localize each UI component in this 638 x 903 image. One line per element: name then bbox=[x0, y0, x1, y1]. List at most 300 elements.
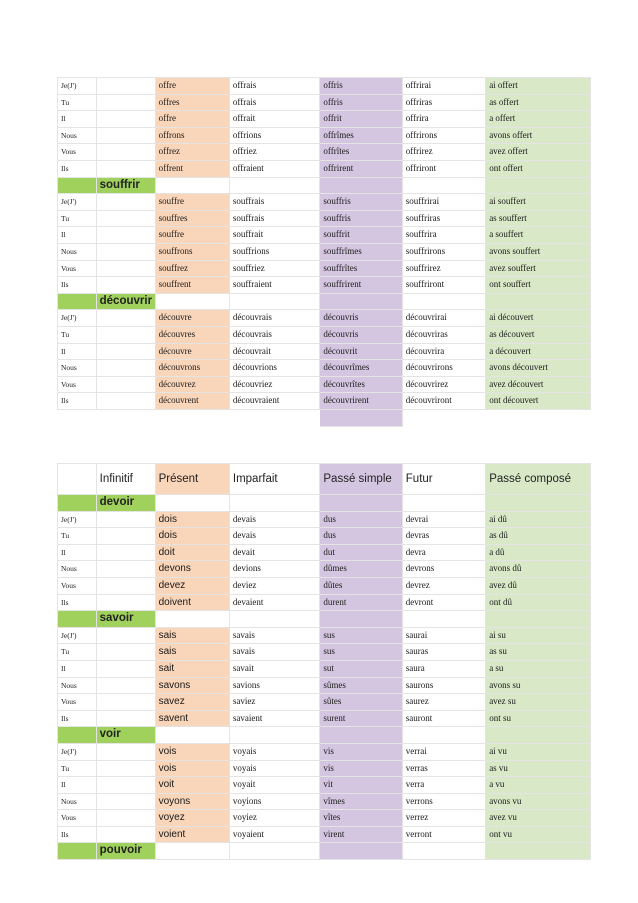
imparfait-cell: savaient bbox=[229, 710, 320, 727]
pronoun: Ils bbox=[58, 160, 97, 177]
passe-simple-cell: dûmes bbox=[320, 561, 402, 578]
passe-compose-cell: as souffert bbox=[486, 210, 591, 227]
present-cell: sais bbox=[155, 644, 229, 661]
conjugation-row bbox=[58, 393, 591, 410]
pronoun: Ils bbox=[58, 594, 97, 611]
imparfait-blank bbox=[229, 177, 320, 194]
conjugation-row bbox=[58, 376, 591, 393]
imparfait-cell: offrait bbox=[229, 111, 320, 128]
infinitive-blank bbox=[96, 393, 155, 410]
pronoun: Ils bbox=[58, 277, 97, 294]
pronoun: Vous bbox=[58, 260, 97, 277]
conjugation-row bbox=[58, 277, 591, 294]
conjugation-row bbox=[58, 528, 591, 545]
pronoun: Je(J') bbox=[58, 78, 97, 95]
passe-simple-cell: sus bbox=[320, 627, 402, 644]
pronoun: Il bbox=[58, 544, 97, 561]
imparfait-blank bbox=[229, 293, 320, 310]
passe-compose-cell: as dû bbox=[486, 528, 591, 545]
present-cell: offres bbox=[155, 94, 229, 111]
verb-row bbox=[58, 727, 591, 744]
passe-compose-cell: avez découvert bbox=[486, 376, 591, 393]
passe-simple-cell: découvrirent bbox=[320, 393, 402, 410]
conjugation-row bbox=[58, 594, 591, 611]
conjugation-row bbox=[58, 561, 591, 578]
imparfait-cell: offrais bbox=[229, 94, 320, 111]
trailing-blank bbox=[320, 409, 402, 426]
header-present: Présent bbox=[155, 464, 229, 495]
imparfait-cell: souffrions bbox=[229, 243, 320, 260]
imparfait-cell: découvrait bbox=[229, 343, 320, 360]
pronoun: Je(J') bbox=[58, 511, 97, 528]
passe-compose-cell: avons su bbox=[486, 677, 591, 694]
conjugation-row bbox=[58, 94, 591, 111]
passe-simple-cell: surent bbox=[320, 710, 402, 727]
passe-simple-cell: offris bbox=[320, 94, 402, 111]
passe-simple-cell: souffrîmes bbox=[320, 243, 402, 260]
imparfait-cell: offrions bbox=[229, 127, 320, 144]
conjugation-row bbox=[58, 227, 591, 244]
pronoun: Nous bbox=[58, 127, 97, 144]
futur-blank bbox=[402, 611, 485, 628]
passe-compose-cell: ai dû bbox=[486, 511, 591, 528]
infinitive-blank bbox=[96, 627, 155, 644]
passe-compose-cell: ont découvert bbox=[486, 393, 591, 410]
passe-simple-cell: offrîmes bbox=[320, 127, 402, 144]
present-cell: dois bbox=[155, 528, 229, 545]
conjugation-row bbox=[58, 160, 591, 177]
infinitive-blank bbox=[96, 677, 155, 694]
passe-simple-cell: vis bbox=[320, 743, 402, 760]
futur-cell: devrons bbox=[402, 561, 485, 578]
infinitive-blank bbox=[96, 326, 155, 343]
passe-simple-cell: souffris bbox=[320, 194, 402, 211]
infinitive-blank bbox=[96, 710, 155, 727]
imparfait-cell: voyaient bbox=[229, 826, 320, 843]
verb-row bbox=[58, 611, 591, 628]
present-blank bbox=[155, 843, 229, 860]
passe-simple-cell: durent bbox=[320, 594, 402, 611]
infinitive-blank bbox=[96, 94, 155, 111]
present-blank bbox=[155, 727, 229, 744]
futur-cell: devrez bbox=[402, 577, 485, 594]
futur-cell: sauras bbox=[402, 644, 485, 661]
verb-band bbox=[58, 177, 97, 194]
imparfait-cell: découvrais bbox=[229, 326, 320, 343]
verb-band bbox=[58, 611, 97, 628]
futur-cell: verrons bbox=[402, 793, 485, 810]
futur-cell: découvrirez bbox=[402, 376, 485, 393]
present-cell: voyez bbox=[155, 810, 229, 827]
passe-simple-cell: souffrit bbox=[320, 227, 402, 244]
passe-simple-cell: sut bbox=[320, 660, 402, 677]
conjugation-row bbox=[58, 793, 591, 810]
present-cell: découvre bbox=[155, 310, 229, 327]
present-cell: devez bbox=[155, 577, 229, 594]
infinitive-blank bbox=[96, 227, 155, 244]
conjugation-row bbox=[58, 743, 591, 760]
conjugation-row bbox=[58, 660, 591, 677]
futur-cell: saurons bbox=[402, 677, 485, 694]
imparfait-cell: devions bbox=[229, 561, 320, 578]
pronoun: Vous bbox=[58, 810, 97, 827]
conjugation-row bbox=[58, 511, 591, 528]
present-cell: offre bbox=[155, 111, 229, 128]
passe-simple-cell: vis bbox=[320, 760, 402, 777]
passe-compose-blank bbox=[486, 495, 591, 512]
futur-cell: découvrirai bbox=[402, 310, 485, 327]
imparfait-cell: deviez bbox=[229, 577, 320, 594]
pronoun: Nous bbox=[58, 677, 97, 694]
imparfait-cell: voyions bbox=[229, 793, 320, 810]
futur-blank bbox=[402, 177, 485, 194]
present-blank bbox=[155, 177, 229, 194]
passe-simple-blank bbox=[320, 177, 402, 194]
imparfait-cell: voyiez bbox=[229, 810, 320, 827]
present-cell: doivent bbox=[155, 594, 229, 611]
passe-compose-cell: as vu bbox=[486, 760, 591, 777]
infinitive-blank bbox=[96, 777, 155, 794]
passe-compose-cell: avez vu bbox=[486, 810, 591, 827]
present-cell: souffrez bbox=[155, 260, 229, 277]
imparfait-cell: découvrais bbox=[229, 310, 320, 327]
passe-compose-cell: ai souffert bbox=[486, 194, 591, 211]
verb-row bbox=[58, 495, 591, 512]
infinitive-blank bbox=[96, 743, 155, 760]
imparfait-cell: savais bbox=[229, 644, 320, 661]
futur-cell: offrirons bbox=[402, 127, 485, 144]
header-row bbox=[58, 464, 591, 495]
present-cell: offrent bbox=[155, 160, 229, 177]
futur-cell: saurez bbox=[402, 694, 485, 711]
present-blank bbox=[155, 611, 229, 628]
passe-simple-cell: découvrîtes bbox=[320, 376, 402, 393]
pronoun: Tu bbox=[58, 528, 97, 545]
present-cell: offre bbox=[155, 78, 229, 95]
infinitive-blank bbox=[96, 694, 155, 711]
pronoun: Tu bbox=[58, 760, 97, 777]
passe-compose-cell: ai su bbox=[486, 627, 591, 644]
imparfait-cell: souffrais bbox=[229, 194, 320, 211]
passe-compose-cell: avons dû bbox=[486, 561, 591, 578]
header-passe-compose: Passé composé bbox=[486, 464, 591, 495]
futur-cell: offrirai bbox=[402, 78, 485, 95]
infinitive-blank bbox=[96, 376, 155, 393]
infinitive-blank bbox=[96, 561, 155, 578]
passe-compose-cell: avons découvert bbox=[486, 360, 591, 377]
passe-compose-cell: as offert bbox=[486, 94, 591, 111]
imparfait-cell: savais bbox=[229, 627, 320, 644]
pronoun: Il bbox=[58, 343, 97, 360]
pronoun: Il bbox=[58, 227, 97, 244]
present-cell: souffre bbox=[155, 194, 229, 211]
conjugation-row bbox=[58, 243, 591, 260]
trailing-blank bbox=[155, 409, 229, 426]
trailing-blank bbox=[58, 409, 97, 426]
present-cell: voit bbox=[155, 777, 229, 794]
conjugation-row bbox=[58, 260, 591, 277]
passe-compose-cell: avez souffert bbox=[486, 260, 591, 277]
passe-simple-cell: vit bbox=[320, 777, 402, 794]
infinitive-blank bbox=[96, 660, 155, 677]
present-cell: découvres bbox=[155, 326, 229, 343]
passe-compose-cell: avez offert bbox=[486, 144, 591, 161]
present-blank bbox=[155, 495, 229, 512]
conjugation-row bbox=[58, 826, 591, 843]
futur-blank bbox=[402, 293, 485, 310]
present-cell: découvre bbox=[155, 343, 229, 360]
conjugation-row bbox=[58, 310, 591, 327]
infinitive-blank bbox=[96, 511, 155, 528]
futur-cell: verra bbox=[402, 777, 485, 794]
futur-cell: souffrira bbox=[402, 227, 485, 244]
passe-simple-cell: sûmes bbox=[320, 677, 402, 694]
verb-row bbox=[58, 843, 591, 860]
imparfait-cell: voyais bbox=[229, 743, 320, 760]
pronoun: Vous bbox=[58, 694, 97, 711]
present-cell: découvrent bbox=[155, 393, 229, 410]
pronoun: Nous bbox=[58, 243, 97, 260]
passe-compose-cell: a vu bbox=[486, 777, 591, 794]
present-cell: doit bbox=[155, 544, 229, 561]
infinitive-label: pouvoir bbox=[96, 843, 155, 860]
passe-compose-blank bbox=[486, 611, 591, 628]
imparfait-cell: souffriez bbox=[229, 260, 320, 277]
present-cell: dois bbox=[155, 511, 229, 528]
verb-band bbox=[58, 727, 97, 744]
infinitive-blank bbox=[96, 210, 155, 227]
pronoun: Je(J') bbox=[58, 627, 97, 644]
infinitive-label: voir bbox=[96, 727, 155, 744]
infinitive-blank bbox=[96, 343, 155, 360]
passe-simple-blank bbox=[320, 293, 402, 310]
futur-cell: souffrirai bbox=[402, 194, 485, 211]
present-blank bbox=[155, 293, 229, 310]
passe-compose-cell: avons offert bbox=[486, 127, 591, 144]
verb-band bbox=[58, 495, 97, 512]
infinitive-blank bbox=[96, 793, 155, 810]
passe-simple-cell: virent bbox=[320, 826, 402, 843]
conjugation-row bbox=[58, 210, 591, 227]
present-cell: découvrons bbox=[155, 360, 229, 377]
pronoun: Vous bbox=[58, 376, 97, 393]
pronoun: Ils bbox=[58, 393, 97, 410]
infinitive-blank bbox=[96, 194, 155, 211]
imparfait-cell: devais bbox=[229, 511, 320, 528]
futur-cell: offrira bbox=[402, 111, 485, 128]
futur-cell: verront bbox=[402, 826, 485, 843]
conjugation-row bbox=[58, 127, 591, 144]
passe-simple-blank bbox=[320, 727, 402, 744]
pronoun: Je(J') bbox=[58, 194, 97, 211]
conjugation-row bbox=[58, 760, 591, 777]
present-cell: savons bbox=[155, 677, 229, 694]
conjugation-row bbox=[58, 677, 591, 694]
infinitive-blank bbox=[96, 111, 155, 128]
futur-blank bbox=[402, 843, 485, 860]
pronoun: Il bbox=[58, 660, 97, 677]
trailing-blank bbox=[229, 409, 320, 426]
present-cell: savent bbox=[155, 710, 229, 727]
passe-simple-blank bbox=[320, 495, 402, 512]
imparfait-cell: voyait bbox=[229, 777, 320, 794]
infinitive-blank bbox=[96, 144, 155, 161]
trailing-blank bbox=[96, 409, 155, 426]
imparfait-cell: souffrais bbox=[229, 210, 320, 227]
passe-compose-cell: avons vu bbox=[486, 793, 591, 810]
imparfait-blank bbox=[229, 727, 320, 744]
infinitive-blank bbox=[96, 360, 155, 377]
imparfait-cell: découvriez bbox=[229, 376, 320, 393]
pronoun: Nous bbox=[58, 561, 97, 578]
imparfait-blank bbox=[229, 611, 320, 628]
conjugation-row bbox=[58, 78, 591, 95]
passe-compose-blank bbox=[486, 843, 591, 860]
pronoun: Tu bbox=[58, 94, 97, 111]
pronoun: Nous bbox=[58, 360, 97, 377]
pronoun: Vous bbox=[58, 577, 97, 594]
present-cell: devons bbox=[155, 561, 229, 578]
pronoun: Il bbox=[58, 777, 97, 794]
present-cell: sait bbox=[155, 660, 229, 677]
header-blank bbox=[58, 464, 97, 495]
infinitive-blank bbox=[96, 577, 155, 594]
passe-simple-cell: offris bbox=[320, 78, 402, 95]
imparfait-cell: souffrait bbox=[229, 227, 320, 244]
passe-simple-cell: dus bbox=[320, 528, 402, 545]
conjugation-row bbox=[58, 111, 591, 128]
imparfait-cell: découvraient bbox=[229, 393, 320, 410]
passe-simple-cell: découvrîmes bbox=[320, 360, 402, 377]
present-cell: découvrez bbox=[155, 376, 229, 393]
present-cell: souffrent bbox=[155, 277, 229, 294]
infinitive-blank bbox=[96, 260, 155, 277]
trailing-row bbox=[58, 409, 591, 426]
passe-simple-cell: sûtes bbox=[320, 694, 402, 711]
futur-cell: verrez bbox=[402, 810, 485, 827]
imparfait-cell: souffraient bbox=[229, 277, 320, 294]
passe-simple-cell: offrirent bbox=[320, 160, 402, 177]
infinitive-label: découvrir bbox=[96, 293, 155, 310]
passe-compose-cell: a découvert bbox=[486, 343, 591, 360]
imparfait-cell: offraient bbox=[229, 160, 320, 177]
passe-simple-blank bbox=[320, 843, 402, 860]
passe-compose-cell: ont dû bbox=[486, 594, 591, 611]
passe-simple-cell: dûtes bbox=[320, 577, 402, 594]
pronoun: Ils bbox=[58, 826, 97, 843]
passe-simple-cell: offrîtes bbox=[320, 144, 402, 161]
imparfait-blank bbox=[229, 843, 320, 860]
conjugation-row bbox=[58, 360, 591, 377]
conjugation-row bbox=[58, 194, 591, 211]
passe-simple-cell: dut bbox=[320, 544, 402, 561]
futur-cell: saura bbox=[402, 660, 485, 677]
passe-simple-cell: sus bbox=[320, 644, 402, 661]
futur-cell: devras bbox=[402, 528, 485, 545]
imparfait-cell: offriez bbox=[229, 144, 320, 161]
verb-row bbox=[58, 177, 591, 194]
conjugation-row bbox=[58, 810, 591, 827]
header-futur: Futur bbox=[402, 464, 485, 495]
passe-compose-cell: a souffert bbox=[486, 227, 591, 244]
passe-compose-blank bbox=[486, 177, 591, 194]
passe-compose-cell: a su bbox=[486, 660, 591, 677]
trailing-blank bbox=[486, 409, 591, 426]
infinitive-blank bbox=[96, 243, 155, 260]
passe-compose-blank bbox=[486, 727, 591, 744]
conjugation-row bbox=[58, 777, 591, 794]
futur-cell: découvrirons bbox=[402, 360, 485, 377]
passe-compose-cell: avez su bbox=[486, 694, 591, 711]
imparfait-cell: offrais bbox=[229, 78, 320, 95]
conjugation-row bbox=[58, 144, 591, 161]
imparfait-cell: saviez bbox=[229, 694, 320, 711]
imparfait-blank bbox=[229, 495, 320, 512]
pronoun: Il bbox=[58, 111, 97, 128]
passe-simple-cell: souffris bbox=[320, 210, 402, 227]
conjugation-row bbox=[58, 544, 591, 561]
infinitive-blank bbox=[96, 810, 155, 827]
imparfait-cell: devaient bbox=[229, 594, 320, 611]
header-infinitive: Infinitif bbox=[96, 464, 155, 495]
infinitive-label: devoir bbox=[96, 495, 155, 512]
present-cell: souffres bbox=[155, 210, 229, 227]
passe-simple-cell: offrit bbox=[320, 111, 402, 128]
passe-compose-cell: ont su bbox=[486, 710, 591, 727]
futur-blank bbox=[402, 727, 485, 744]
passe-simple-cell: découvrit bbox=[320, 343, 402, 360]
passe-compose-cell: avez dû bbox=[486, 577, 591, 594]
imparfait-cell: voyais bbox=[229, 760, 320, 777]
passe-compose-cell: ai offert bbox=[486, 78, 591, 95]
pronoun: Nous bbox=[58, 793, 97, 810]
infinitive-blank bbox=[96, 78, 155, 95]
present-cell: voient bbox=[155, 826, 229, 843]
passe-simple-cell: souffrirent bbox=[320, 277, 402, 294]
verb-band bbox=[58, 293, 97, 310]
imparfait-cell: savions bbox=[229, 677, 320, 694]
pronoun: Tu bbox=[58, 210, 97, 227]
infinitive-blank bbox=[96, 760, 155, 777]
verb-band bbox=[58, 843, 97, 860]
passe-simple-blank bbox=[320, 611, 402, 628]
futur-cell: découvriras bbox=[402, 326, 485, 343]
infinitive-label: souffrir bbox=[96, 177, 155, 194]
passe-compose-cell: as découvert bbox=[486, 326, 591, 343]
pronoun: Vous bbox=[58, 144, 97, 161]
infinitive-blank bbox=[96, 644, 155, 661]
futur-cell: offriras bbox=[402, 94, 485, 111]
present-cell: vois bbox=[155, 743, 229, 760]
trailing-blank bbox=[402, 409, 485, 426]
futur-cell: offrirez bbox=[402, 144, 485, 161]
infinitive-blank bbox=[96, 544, 155, 561]
passe-compose-cell: ont offert bbox=[486, 160, 591, 177]
futur-cell: verrai bbox=[402, 743, 485, 760]
conjugation-row bbox=[58, 326, 591, 343]
conjugation-row bbox=[58, 710, 591, 727]
infinitive-blank bbox=[96, 826, 155, 843]
header-passe-simple: Passé simple bbox=[320, 464, 402, 495]
verb-row bbox=[58, 293, 591, 310]
conjugation-row bbox=[58, 627, 591, 644]
futur-cell: souffriras bbox=[402, 210, 485, 227]
futur-blank bbox=[402, 495, 485, 512]
passe-compose-cell: ai vu bbox=[486, 743, 591, 760]
imparfait-cell: découvrions bbox=[229, 360, 320, 377]
passe-simple-cell: découvris bbox=[320, 310, 402, 327]
imparfait-cell: devait bbox=[229, 544, 320, 561]
